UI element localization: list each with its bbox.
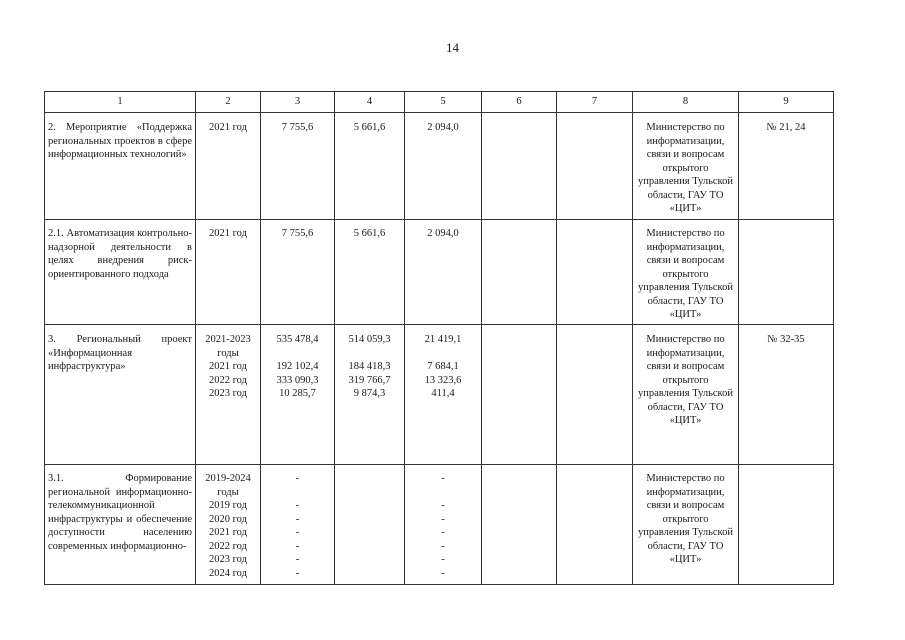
total-cell (261, 325, 335, 465)
total-value: - (295, 540, 300, 552)
executor-cell: Министерство по информатизации, связи и вопросам открытого управления Тульской области, ГАУ ТО «ЦИТ» (633, 113, 739, 220)
regional-cell (405, 465, 482, 585)
header-cell: 5 (405, 92, 482, 113)
federal-value: 319 766,7 (348, 374, 391, 386)
federal-cell (335, 465, 405, 585)
regional-value: 21 419,1 (424, 334, 462, 345)
federal-value: 9 874,3 (353, 388, 386, 399)
total-value: 333 090,3 (276, 374, 319, 386)
period-line: 2024 год (209, 567, 247, 579)
col7-cell (557, 220, 633, 325)
total-value: - (295, 513, 300, 525)
activity-name: 3.1. Формирование региональной информационно-телекоммуникационной инфраструктуры и обеспечение доступности населению современных информационно- (45, 465, 196, 585)
period-line: 2021-2023 (205, 334, 251, 345)
reference-cell: № 21, 24 (739, 113, 834, 220)
reference-cell (739, 465, 834, 585)
period-line: 2021 год (209, 527, 247, 538)
header-cell: 2 (196, 92, 261, 113)
federal-cell (335, 325, 405, 465)
period-line: 2023 год (209, 554, 247, 565)
period-line: 2021 год (209, 122, 247, 133)
federal-value: 5 661,6 (353, 228, 386, 239)
header-cell: 4 (335, 92, 405, 113)
table-row (45, 113, 834, 220)
col6-cell (482, 465, 557, 585)
total-value: - (295, 554, 300, 565)
spacer-line (264, 486, 331, 500)
total-value: 535 478,4 (276, 334, 319, 345)
period-cell (196, 220, 261, 325)
reference-cell (739, 220, 834, 325)
executor-cell: Министерство по информатизации, связи и вопросам открытого управления Тульской области, ГАУ ТО «ЦИТ» (633, 325, 739, 465)
total-cell (261, 465, 335, 585)
period-line: 2022 год (209, 540, 247, 552)
col6-cell (482, 113, 557, 220)
regional-value: - (441, 540, 445, 552)
regional-value: 2 094,0 (427, 122, 459, 133)
executor-cell: Министерство по информатизации, связи и вопросам открытого управления Тульской области, ГАУ ТО «ЦИТ» (633, 465, 739, 585)
col7-cell (557, 325, 633, 465)
regional-cell (405, 220, 482, 325)
period-cell (196, 325, 261, 465)
col7-cell (557, 465, 633, 585)
total-value: - (295, 567, 300, 579)
header-row (45, 92, 834, 113)
total-value: - (295, 500, 300, 511)
regional-cell (405, 325, 482, 465)
header-cell: 1 (45, 92, 196, 113)
federal-cell (335, 113, 405, 220)
period-line: годы (217, 347, 239, 359)
period-line: годы (217, 486, 239, 498)
page-number: 14 (446, 40, 459, 55)
table-row (45, 465, 834, 585)
total-value: 192 102,4 (276, 361, 319, 372)
table-row (45, 325, 834, 465)
activity-name: 2.1. Автоматизация контрольно-надзорной деятельности в целях внедрения риск-ориентированного подхода (45, 220, 196, 325)
federal-value: 5 661,6 (353, 122, 386, 133)
spacer-line (264, 347, 331, 361)
regional-value: - (441, 500, 445, 511)
header-cell: 8 (633, 92, 739, 113)
period-line: 2019 год (209, 500, 247, 511)
header-cell: 6 (482, 92, 557, 113)
regional-value: 411,4 (431, 388, 455, 399)
spacer-line (338, 347, 401, 361)
total-value: 7 755,6 (281, 122, 314, 133)
total-value: 10 285,7 (279, 388, 316, 399)
regional-value: - (441, 513, 445, 525)
regional-value: - (441, 473, 445, 484)
period-line: 2022 год (209, 374, 247, 386)
activity-name: 2. Мероприятие «Поддержка региональных проектов в сфере информационных технологий» (45, 113, 196, 220)
period-line: 2021 год (209, 228, 247, 239)
federal-value: 514 059,3 (348, 334, 391, 345)
period-cell (196, 465, 261, 585)
header-cell: 3 (261, 92, 335, 113)
period-line: 2019-2024 (205, 473, 251, 484)
program-table (44, 91, 834, 585)
regional-value: 7 684,1 (427, 361, 459, 372)
period-cell (196, 113, 261, 220)
regional-value: - (441, 567, 445, 579)
period-line: 2020 год (209, 513, 247, 525)
reference-cell: № 32-35 (739, 325, 834, 465)
total-value: - (295, 527, 300, 538)
col6-cell (482, 220, 557, 325)
regional-value: - (441, 554, 445, 565)
regional-value: 2 094,0 (427, 228, 459, 239)
total-cell (261, 220, 335, 325)
header-cell: 7 (557, 92, 633, 113)
table-row (45, 220, 834, 325)
executor-cell: Министерство по информатизации, связи и вопросам открытого управления Тульской области, ГАУ ТО «ЦИТ» (633, 220, 739, 325)
total-value: - (295, 473, 300, 484)
period-line: 2023 год (209, 388, 247, 399)
col6-cell (482, 325, 557, 465)
regional-value: - (441, 527, 445, 538)
activity-name: 3. Региональный проект «Информационная инфраструктура» (45, 325, 196, 465)
federal-value: 184 418,3 (348, 361, 391, 372)
header-cell: 9 (739, 92, 834, 113)
spacer-line (408, 347, 478, 361)
total-cell (261, 113, 335, 220)
total-value: 7 755,6 (281, 228, 314, 239)
regional-cell (405, 113, 482, 220)
regional-value: 13 323,6 (424, 374, 462, 386)
spacer-line (408, 486, 478, 500)
period-line: 2021 год (209, 361, 247, 372)
federal-cell (335, 220, 405, 325)
col7-cell (557, 113, 633, 220)
